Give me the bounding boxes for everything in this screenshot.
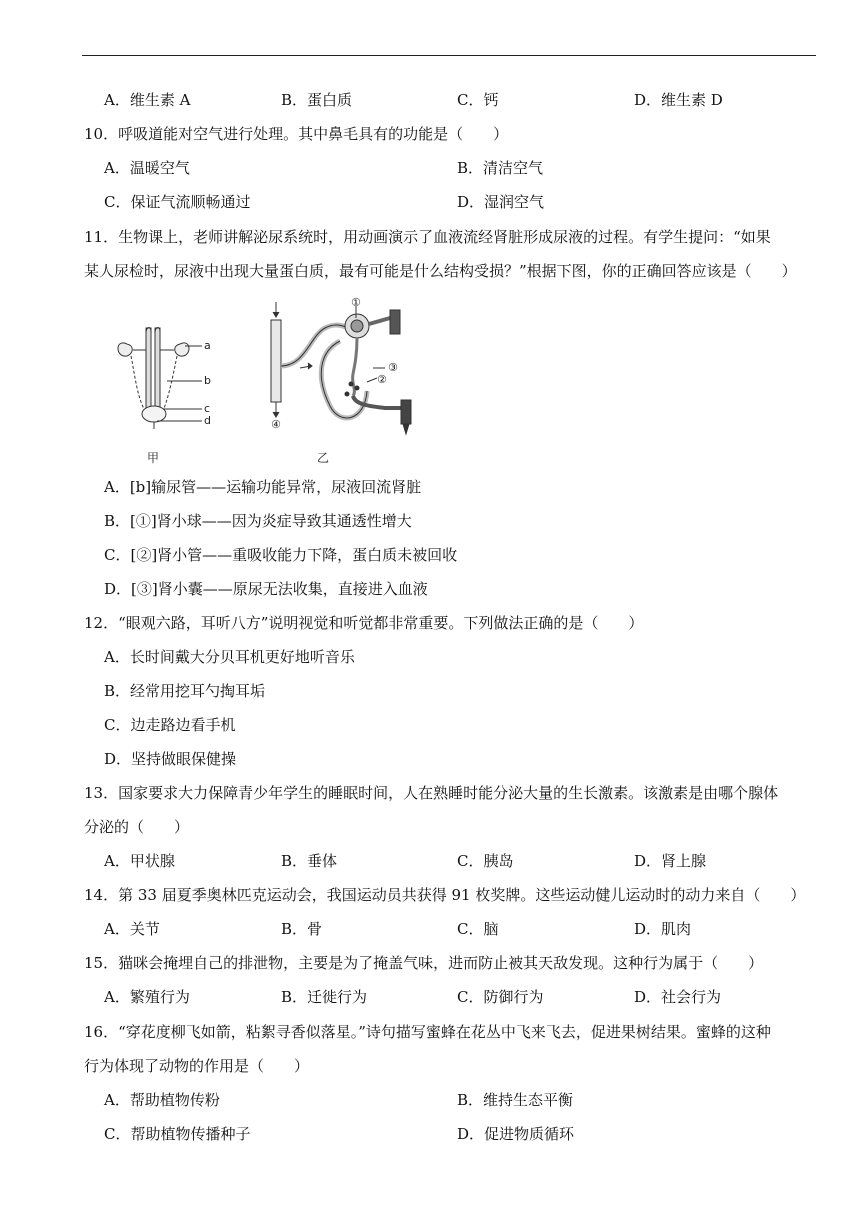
q16-option-b[interactable]: B．维持生态平衡 xyxy=(457,1091,574,1109)
kidney-diagram xyxy=(105,296,435,466)
q11-stem-line1: 11．生物课上，老师讲解泌尿系统时，用动画演示了血液流经肾脏形成尿液的过程。有学生提问：“如果 xyxy=(84,228,771,246)
header-rule xyxy=(82,55,816,56)
q9-option-a[interactable]: A．维生素 A xyxy=(104,91,191,109)
q13-option-a[interactable]: A．甲状腺 xyxy=(104,852,175,870)
q15-option-c[interactable]: C．防御行为 xyxy=(457,988,544,1006)
q15-option-d[interactable]: D．社会行为 xyxy=(634,988,722,1006)
label-circle-4: ④ xyxy=(271,418,281,431)
q13-stem-line1: 13．国家要求大力保障青少年学生的睡眠时间，人在熟睡时能分泌大量的生长激素。该激素是由哪个腺体 xyxy=(84,784,779,802)
q11-option-d[interactable]: D．[③]肾小囊——原尿无法收集，直接进入血液 xyxy=(104,580,428,598)
q11-option-b[interactable]: B．[①]肾小球——因为炎症导致其通透性增大 xyxy=(104,512,412,530)
q13-stem-line2: 分泌的（ ） xyxy=(84,818,190,836)
q10-stem: 10．呼吸道能对空气进行处理。其中鼻毛具有的功能是（ ） xyxy=(84,125,509,143)
q9-option-d[interactable]: D．维生素 D xyxy=(634,91,723,109)
caption-jia: 甲 xyxy=(147,451,160,465)
q9-option-c[interactable]: C．钙 xyxy=(457,91,499,109)
q14-option-d[interactable]: D．肌肉 xyxy=(634,920,692,938)
q14-stem: 14．第 33 届夏季奥林匹克运动会，我国运动员共获得 91 枚奖牌。这些运动健儿运动时的动力来自（ ） xyxy=(84,886,806,904)
q9-option-b[interactable]: B．蛋白质 xyxy=(281,91,353,109)
q14-option-c[interactable]: C．脑 xyxy=(457,920,499,938)
q12-stem: 12．“眼观六路，耳听八方”说明视觉和听觉都非常重要。下列做法正确的是（ ） xyxy=(84,614,644,632)
q16-stem-line1: 16．“穿花度柳飞如箭，粘絮寻香似落星。”诗句描写蜜蜂在花丛中飞来飞去，促进果树结果。蜜蜂的这种 xyxy=(84,1023,771,1041)
label-a: a xyxy=(204,339,211,352)
q14-option-a[interactable]: A．关节 xyxy=(104,920,160,938)
label-d: d xyxy=(204,414,211,427)
label-b: b xyxy=(204,374,211,387)
q11-option-a[interactable]: A．[b]输尿管——运输功能异常，尿液回流肾脏 xyxy=(104,478,422,496)
q16-stem-line2: 行为体现了动物的作用是（ ） xyxy=(84,1057,310,1075)
q15-stem: 15．猫咪会掩埋自己的排泄物，主要是为了掩盖气味，进而防止被其天敌发现。这种行为属于（ ） xyxy=(84,954,764,972)
q10-option-d[interactable]: D．湿润空气 xyxy=(457,193,545,211)
caption-yi: 乙 xyxy=(317,451,330,465)
q10-option-b[interactable]: B．清洁空气 xyxy=(457,159,544,177)
q16-option-c[interactable]: C．帮助植物传播种子 xyxy=(104,1125,251,1143)
q16-option-d[interactable]: D．促进物质循环 xyxy=(457,1125,575,1143)
label-circle-2: ② xyxy=(377,373,387,386)
q15-option-b[interactable]: B．迁徙行为 xyxy=(281,988,368,1006)
urinary-system-diagram xyxy=(118,328,202,430)
q16-option-a[interactable]: A．帮助植物传粉 xyxy=(104,1091,220,1109)
q12-option-d[interactable]: D．坚持做眼保健操 xyxy=(104,750,237,768)
q12-option-a[interactable]: A．长时间戴大分贝耳机更好地听音乐 xyxy=(104,648,355,666)
q11-option-c[interactable]: C．[②]肾小管——重吸收能力下降，蛋白质未被回收 xyxy=(104,546,458,564)
label-c: c xyxy=(204,402,211,415)
q13-option-d[interactable]: D．肾上腺 xyxy=(634,852,707,870)
q12-option-b[interactable]: B．经常用挖耳勺掏耳垢 xyxy=(104,682,266,700)
q11-stem-line2: 某人尿检时，尿液中出现大量蛋白质，最有可能是什么结构受损？”根据下图，你的正确回答应该是（ ） xyxy=(84,262,797,280)
q13-option-c[interactable]: C．胰岛 xyxy=(457,852,514,870)
q10-option-c[interactable]: C．保证气流顺畅通过 xyxy=(104,193,251,211)
q12-option-c[interactable]: C．边走路边看手机 xyxy=(104,716,236,734)
q11-kidney-figure xyxy=(105,296,435,466)
q13-option-b[interactable]: B．垂体 xyxy=(281,852,338,870)
label-circle-1: ① xyxy=(351,296,361,309)
q10-option-a[interactable]: A．温暖空气 xyxy=(104,159,190,177)
q14-option-b[interactable]: B．骨 xyxy=(281,920,323,938)
label-circle-3: ③ xyxy=(388,361,398,374)
q15-option-a[interactable]: A．繁殖行为 xyxy=(104,988,190,1006)
